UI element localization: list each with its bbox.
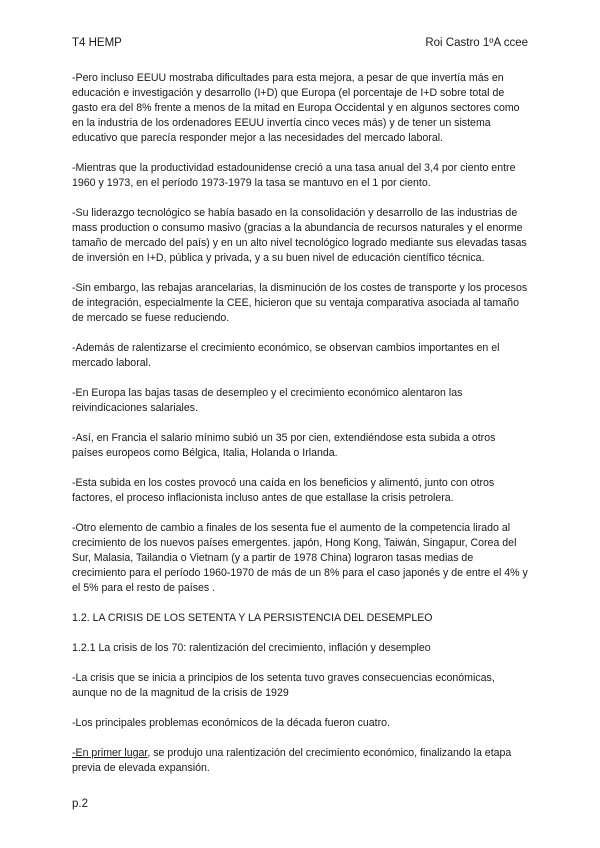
paragraph: -Además de ralentizarse el crecimiento económico, se observan cambios importantes en el mercado laboral. <box>72 342 500 369</box>
paragraph: -Otro elemento de cambio a finales de los sesenta fue el aumento de la competencia lirado al crecimiento de los nuevos países emergentes. japón, Hong Kong, Taiwán, Singapur, Corea del Sur, Malasia, Tailandia o Vietnam (y a partir de 1978 China) lograron tasas medias de crecimiento para el período 1960-1970 de más de un 8% para el caso japonés y de entre el 4% y el 5% para el resto de países . <box>72 522 528 594</box>
page-footer <box>72 797 88 811</box>
header-right-text: Roi Castro 1ºA ccee <box>425 37 528 49</box>
page-header <box>72 36 528 50</box>
section-heading: 1.2. LA CRISIS DE LOS SETENTA Y LA PERSISTENCIA DEL DESEMPLEO <box>72 612 433 624</box>
paragraph: -Pero incluso EEUU mostraba dificultades para esta mejora, a pesar de que invertía más en educación e investigación y desarrollo (I+D) que Europa (el porcentaje de I+D sobre total de gasto era del 8% frente a menos de la mitad en Europa Occidental y en algunos sectores como en la industria de los ordenadores EEUU invertía cinco veces más) y de tener un sistema educativo que parecía responder mejor a las necesidades del mercado laboral. <box>72 72 520 144</box>
paragraph: -La crisis que se inicia a principios de los setenta tuvo graves consecuencias económicas, aunque no de la magnitud de la crisis de 1929 <box>72 672 495 699</box>
paragraph: -Así, en Francia el salario mínimo subió un 35 por cien, extendiéndose esta subida a otros países europeos como Bélgica, Italia, Holanda o Irlanda. <box>72 432 496 459</box>
paragraph-first-point <box>72 746 528 776</box>
paragraph: -Mientras que la productividad estadounidense creció a una tasa anual del 3,4 por ciento entre 1960 y 1973, en el período 1973-1979 la tasa se mantuvo en el 1 por ciento. <box>72 162 516 189</box>
subsection-heading: 1.2.1 La crisis de los 70: ralentización del crecimiento, inflación y desempleo <box>72 642 431 654</box>
paragraph: -Los principales problemas económicos de la década fueron cuatro. <box>72 717 390 729</box>
paragraph: -Sin embargo, las rebajas arancelarias, la disminución de los costes de transporte y los procesos de integración, especialmente la CEE, hicieron que su ventaja comparativa asociada al tamaño de mercado se fuese reduciendo. <box>72 282 528 324</box>
underlined-lead: -En primer lugar <box>72 747 148 759</box>
paragraph: -Esta subida en los costes provocó una caída en los beneficios y alimentó, junto con otros factores, el proceso inflacionista incluso antes de que estallase la crisis petrolera. <box>72 477 495 504</box>
paragraph-rest: , se produjo una ralentización del crecimiento económico, finalizando la etapa previa de elevada expansión. <box>72 747 512 774</box>
document-body <box>72 71 528 791</box>
paragraph: -En Europa las bajas tasas de desempleo y el crecimiento económico alentaron las reivindicaciones salariales. <box>72 387 463 414</box>
paragraph: -Su liderazgo tecnológico se había basado en la consolidación y desarrollo de las industrias de mass production o consumo masivo (gracias a la abundancia de recursos naturales y el enorme tamaño de mercado del país) y en un alto nivel tecnológico logrado mediante sus elevadas tasas de inversión en I+D, pública y privada, y a su buen nivel de educación científico técnica. <box>72 207 527 264</box>
header-left-text: T4 HEMP <box>72 37 122 49</box>
page-number: p.2 <box>72 798 88 810</box>
